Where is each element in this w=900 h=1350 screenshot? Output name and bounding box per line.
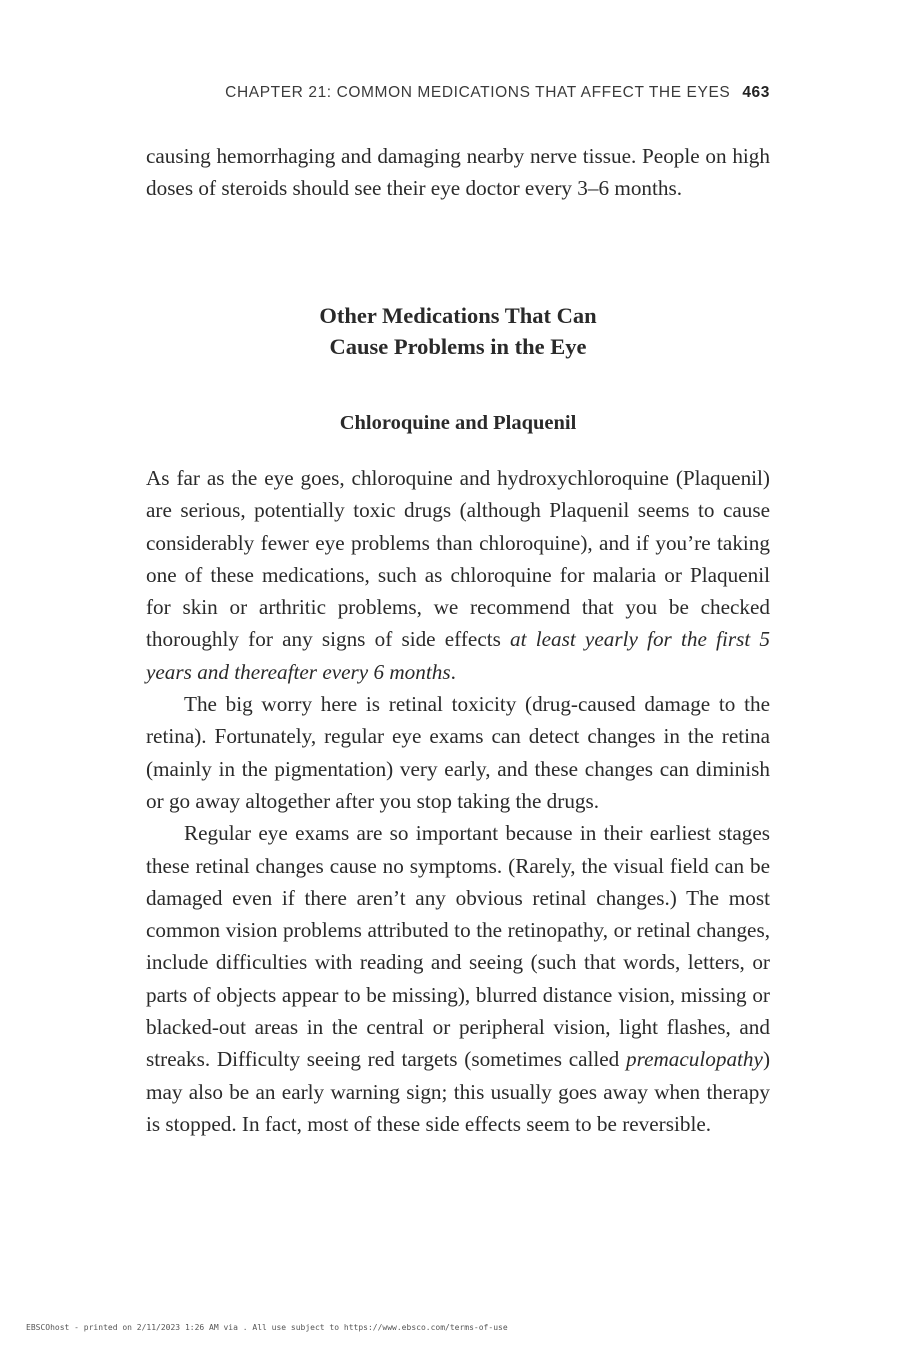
subsection-heading: Chloroquine and Plaquenil: [339, 412, 577, 434]
paragraph-1: [146, 462, 770, 688]
main-text-block: [146, 462, 770, 1140]
continuation-paragraph: causing hemorrhaging and damaging nearby nerve tissue. People on high doses of steroids should see their eye doctor every 3–6 months.: [146, 144, 770, 201]
running-title: CHAPTER 21: COMMON MEDICATIONS THAT AFFECT THE EYES: [225, 84, 731, 101]
section-heading-line-2: Cause Problems in the Eye: [329, 334, 587, 359]
paragraph-1-end: .: [450, 659, 456, 684]
paragraph-2: The big worry here is retinal toxicity (drug-caused damage to the retina). Fortunately, regular eye exams can detect changes in the retina (mainly in the pigmentation) very early, and these changes can diminish or go away altogether after you stop taking the drugs.: [146, 692, 770, 813]
paragraph-1-text: As far as the eye goes, chloroquine and hydroxychloroquine (Plaquenil) are serious, potentially toxic drugs (although Plaquenil seems to cause considerably fewer eye problems than chloroquine), and if you’re taking one of these medications, such as chloroquine for malaria or Plaquenil for skin or arthritic problems, we recommend that you be checked thoroughly for any signs of side effects: [146, 466, 770, 652]
paragraph-3-emphasis: premaculopathy: [626, 1047, 763, 1072]
section-heading: [146, 300, 770, 362]
paragraph-3-text: Regular eye exams are so important because in their earliest stages these retinal changes cause no symptoms. (Rarely, the visual field can be damaged even if there aren’t any obvious retinal changes.) The most common vision problems attributed to the retinopathy, or retinal changes, include difficulties with reading and seeing (such that words, letters, or parts of objects appear to be missing), blurred distance vision, missing or blacked-out areas in the central or peripheral vision, light flashes, and streaks. Difficulty seeing red targets (sometimes called: [146, 821, 770, 1072]
paragraph-1-emphasis: at least yearly for the first 5 years and thereafter every 6 months: [146, 627, 770, 684]
section-heading-line-1: Other Medications That Can: [319, 303, 597, 328]
paragraph-3-end: ) may also be an early warning sign; this usually goes away when therapy is stopped. In fact, most of these side effects seem to be reversible.: [146, 1047, 770, 1136]
page-number: 463: [742, 84, 770, 101]
running-head: [146, 84, 770, 102]
continuation-block: [146, 140, 770, 205]
paragraph-3: [146, 817, 770, 1140]
ebsco-footer: EBSCOhost - printed on 2/11/2023 1:26 AM via . All use subject to https://www.ebsco.com/terms-of-use: [26, 1323, 508, 1332]
